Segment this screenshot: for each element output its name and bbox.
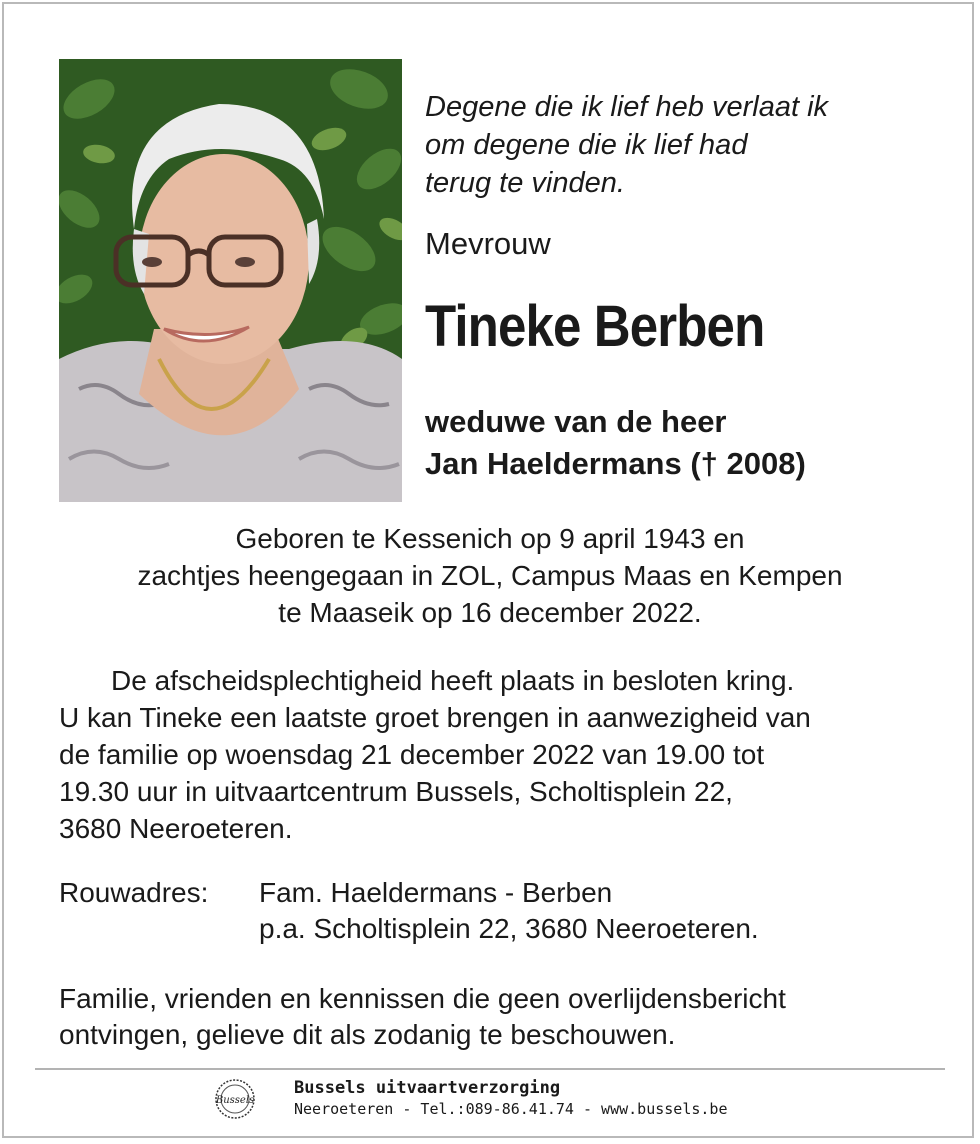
company-contact: Neeroeteren - Tel.:089-86.41.74 - www.bussels.be	[294, 1100, 728, 1118]
ceremony-line: 3680 Neeroeteren.	[59, 813, 293, 844]
company-name: Bussels uitvaartverzorging	[294, 1078, 561, 1098]
quote-line: om degene die ik lief had	[425, 129, 748, 161]
birth-line: zachtjes heengegaan in ZOL, Campus Maas en Kempen	[137, 560, 843, 591]
memorial-quote	[425, 88, 925, 202]
ceremony-line: de familie op woensdag 21 december 2022 van 19.00 tot	[59, 739, 765, 770]
funeral-home-footer	[212, 1075, 812, 1123]
widow-line: weduwe van de heer	[425, 404, 727, 439]
birth-line: Geboren te Kessenich op 9 april 1943 en	[235, 523, 745, 554]
salutation: Mevrouw	[425, 226, 551, 261]
widow-of	[425, 401, 806, 485]
address-line: Fam. Haeldermans - Berben	[259, 877, 613, 908]
quote-line: Degene die ik lief heb verlaat ik	[425, 91, 829, 123]
address-label-spacer	[59, 911, 259, 947]
address-row	[59, 875, 939, 911]
footer-text	[294, 1077, 727, 1119]
footer-divider	[35, 1068, 945, 1070]
ceremony-line: 19.30 uur in uitvaartcentrum Bussels, Scholtisplein 22,	[59, 776, 733, 807]
birth-line: te Maaseik op 16 december 2022.	[278, 597, 702, 628]
ceremony-details	[59, 662, 939, 847]
mourning-address	[59, 875, 939, 947]
quote-line: terug te vinden.	[425, 167, 625, 199]
bussels-logo	[212, 1077, 258, 1121]
widow-line: Jan Haeldermans († 2008)	[425, 446, 806, 481]
notice-line: Familie, vrienden en kennissen die geen overlijdensbericht	[59, 983, 786, 1014]
address-line: p.a. Scholtisplein 22, 3680 Neeroeteren.	[259, 913, 759, 944]
logo-text: Bussels	[215, 1095, 255, 1106]
ceremony-line: U kan Tineke een laatste groet brengen in aanwezigheid van	[59, 702, 811, 733]
birth-death-details	[40, 520, 940, 631]
address-label: Rouwadres:	[59, 877, 209, 908]
notice-text	[59, 981, 939, 1053]
ceremony-line: De afscheidsplechtigheid heeft plaats in besloten kring.	[111, 665, 795, 696]
deceased-name: Tineke Berben	[425, 294, 765, 359]
notice-line: ontvingen, gelieve dit als zodanig te beschouwen.	[59, 1019, 676, 1050]
portrait-photo	[59, 59, 402, 502]
address-row	[59, 911, 939, 947]
